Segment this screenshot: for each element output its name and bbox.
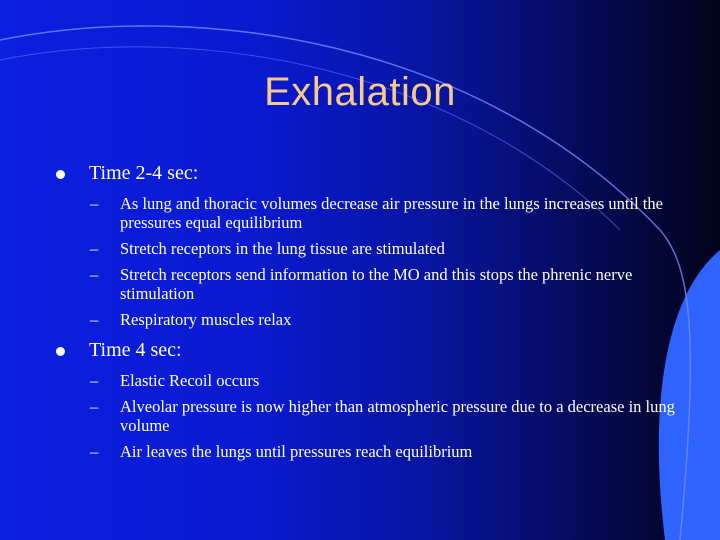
bullet-dot-icon [56, 170, 65, 179]
section-list-2 [90, 371, 676, 461]
dash-icon: – [90, 310, 99, 329]
section-list-1 [90, 194, 676, 329]
list-item [90, 442, 676, 461]
section-heading-text: Time 2-4 sec: [89, 162, 199, 184]
list-item [90, 371, 676, 390]
dash-icon: – [90, 265, 99, 284]
list-item-text: Air leaves the lungs until pressures reach equilibrium [120, 442, 473, 461]
dash-icon: – [90, 194, 99, 213]
list-item [90, 239, 676, 258]
dash-icon: – [90, 371, 99, 390]
list-item-text: Stretch receptors send information to the MO and this stops the phrenic nerve stimulation [120, 265, 633, 303]
slide-content [56, 160, 676, 469]
dash-icon: – [90, 442, 99, 461]
list-item-text: Alveolar pressure is now higher than atmospheric pressure due to a decrease in lung volume [120, 397, 675, 435]
list-item-text: As lung and thoracic volumes decrease air pressure in the lungs increases until the pressures equal equilibrium [120, 194, 663, 232]
list-item-text: Stretch receptors in the lung tissue are stimulated [120, 239, 445, 258]
section-heading-text: Time 4 sec: [89, 339, 182, 361]
slide-title: Exhalation [264, 70, 456, 114]
bullet-dot-icon [56, 347, 65, 356]
list-item [90, 310, 676, 329]
list-item-text: Respiratory muscles relax [120, 310, 292, 329]
list-item [90, 265, 676, 303]
section-heading-1 [56, 160, 676, 186]
dash-icon: – [90, 397, 99, 416]
dash-icon: – [90, 239, 99, 258]
list-item [90, 194, 676, 232]
list-item [90, 397, 676, 435]
section-heading-2 [56, 337, 676, 363]
list-item-text: Elastic Recoil occurs [120, 371, 260, 390]
